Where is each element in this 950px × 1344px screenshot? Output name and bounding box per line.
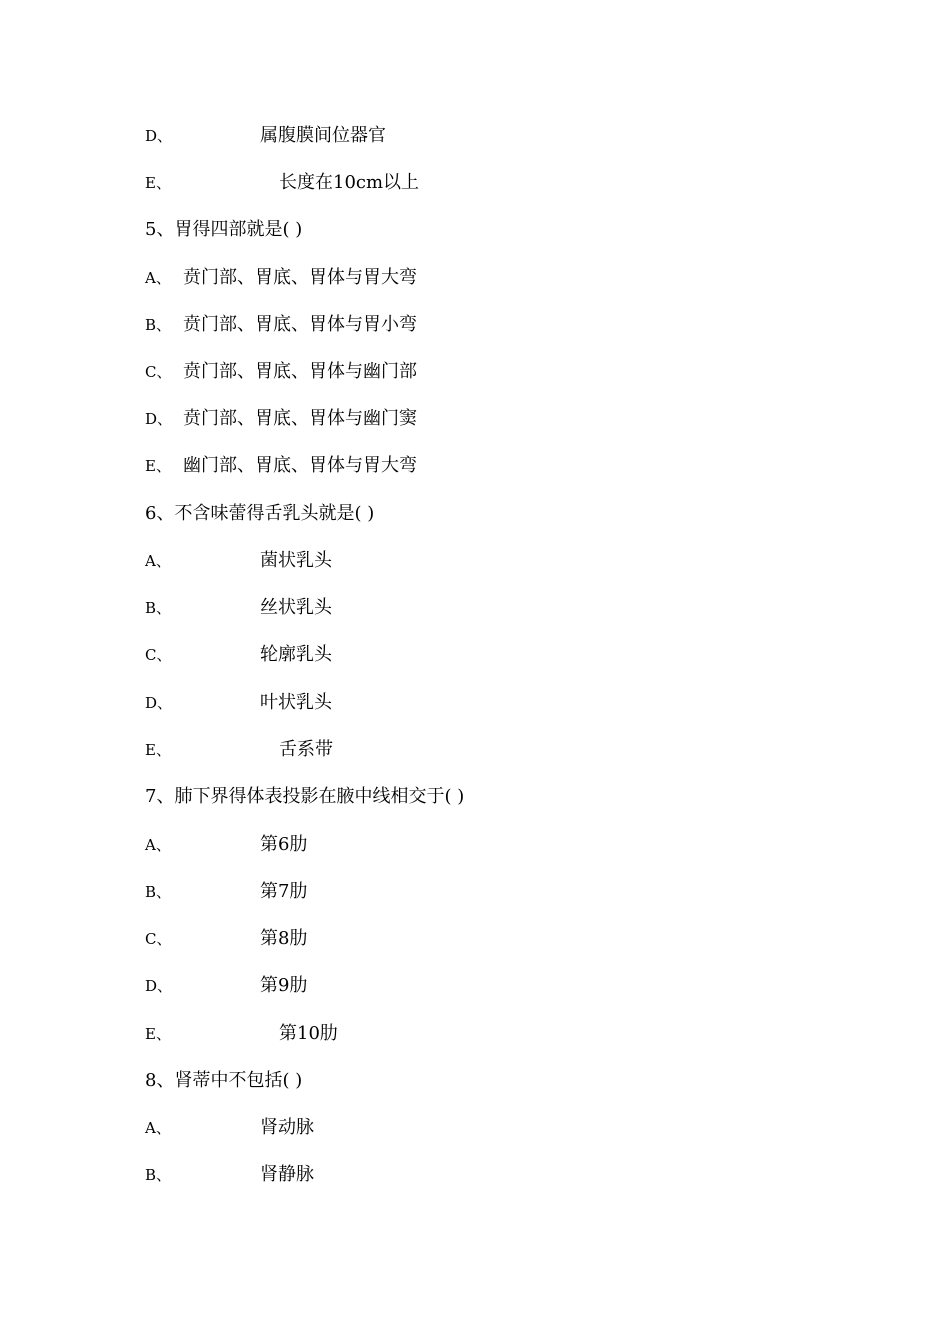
option-text: 肾静脉	[260, 1164, 314, 1185]
option-text: 丝状乳头	[260, 597, 332, 618]
option-row-q8-a	[0, 1113, 950, 1143]
option-text: 肾动脉	[260, 1117, 314, 1138]
option-row-q4-e	[0, 168, 950, 198]
option-letter: C、	[145, 930, 172, 948]
option-row-q8-b	[0, 1160, 950, 1190]
option-row-q5-a	[0, 263, 950, 293]
option-row-q7-b	[0, 877, 950, 907]
option-letter: E、	[145, 174, 171, 192]
question-5	[0, 215, 950, 245]
option-row-q7-a	[0, 830, 950, 860]
option-letter: A、	[145, 836, 171, 854]
option-row-q5-d	[0, 404, 950, 434]
option-text: 长度在10cm以上	[279, 172, 420, 193]
option-row-q6-d	[0, 688, 950, 718]
option-letter: A、	[145, 552, 171, 570]
option-letter: E、	[145, 457, 171, 475]
option-text: 贲门部、胃底、胃体与胃小弯	[183, 314, 417, 335]
option-text: 第10肋	[279, 1023, 338, 1044]
option-letter: D、	[145, 694, 173, 712]
option-letter: B、	[145, 883, 172, 901]
option-letter: B、	[145, 1166, 172, 1184]
question-text: 8、肾蒂中不包括( )	[145, 1070, 303, 1091]
question-text: 6、不含味蕾得舌乳头就是( )	[145, 503, 375, 524]
option-letter: C、	[145, 646, 172, 664]
question-7	[0, 782, 950, 812]
option-row-q5-b	[0, 310, 950, 340]
question-text: 5、胃得四部就是( )	[145, 219, 303, 240]
question-text: 7、肺下界得体表投影在腋中线相交于( )	[145, 786, 465, 807]
option-text: 第6肋	[260, 834, 308, 855]
option-text: 贲门部、胃底、胃体与幽门窦	[183, 408, 417, 429]
option-row-q6-e	[0, 735, 950, 765]
option-letter: D、	[145, 410, 173, 428]
option-letter: D、	[145, 127, 173, 145]
option-row-q6-a	[0, 546, 950, 576]
option-row-q4-d	[0, 121, 950, 151]
option-row-q5-e	[0, 451, 950, 481]
option-text: 轮廓乳头	[260, 644, 332, 665]
option-text: 幽门部、胃底、胃体与胃大弯	[183, 455, 417, 476]
option-letter: D、	[145, 977, 173, 995]
option-letter: E、	[145, 741, 171, 759]
option-row-q7-e	[0, 1019, 950, 1049]
option-row-q5-c	[0, 357, 950, 387]
option-letter: B、	[145, 316, 172, 334]
option-letter: A、	[145, 1119, 171, 1137]
option-letter: C、	[145, 363, 172, 381]
option-row-q6-b	[0, 593, 950, 623]
option-row-q7-c	[0, 924, 950, 954]
option-row-q7-d	[0, 971, 950, 1001]
option-letter: A、	[145, 269, 171, 287]
option-text: 第7肋	[260, 881, 308, 902]
option-text: 第8肋	[260, 928, 308, 949]
question-6	[0, 499, 950, 529]
option-text: 第9肋	[260, 975, 308, 996]
option-text: 叶状乳头	[260, 692, 332, 713]
option-text: 菌状乳头	[260, 550, 332, 571]
option-letter: E、	[145, 1025, 171, 1043]
option-text: 舌系带	[279, 739, 333, 760]
option-row-q6-c	[0, 640, 950, 670]
option-text: 贲门部、胃底、胃体与幽门部	[183, 361, 417, 382]
question-8	[0, 1066, 950, 1096]
option-text: 属腹膜间位器官	[260, 125, 386, 146]
option-letter: B、	[145, 599, 172, 617]
option-text: 贲门部、胃底、胃体与胃大弯	[183, 267, 417, 288]
